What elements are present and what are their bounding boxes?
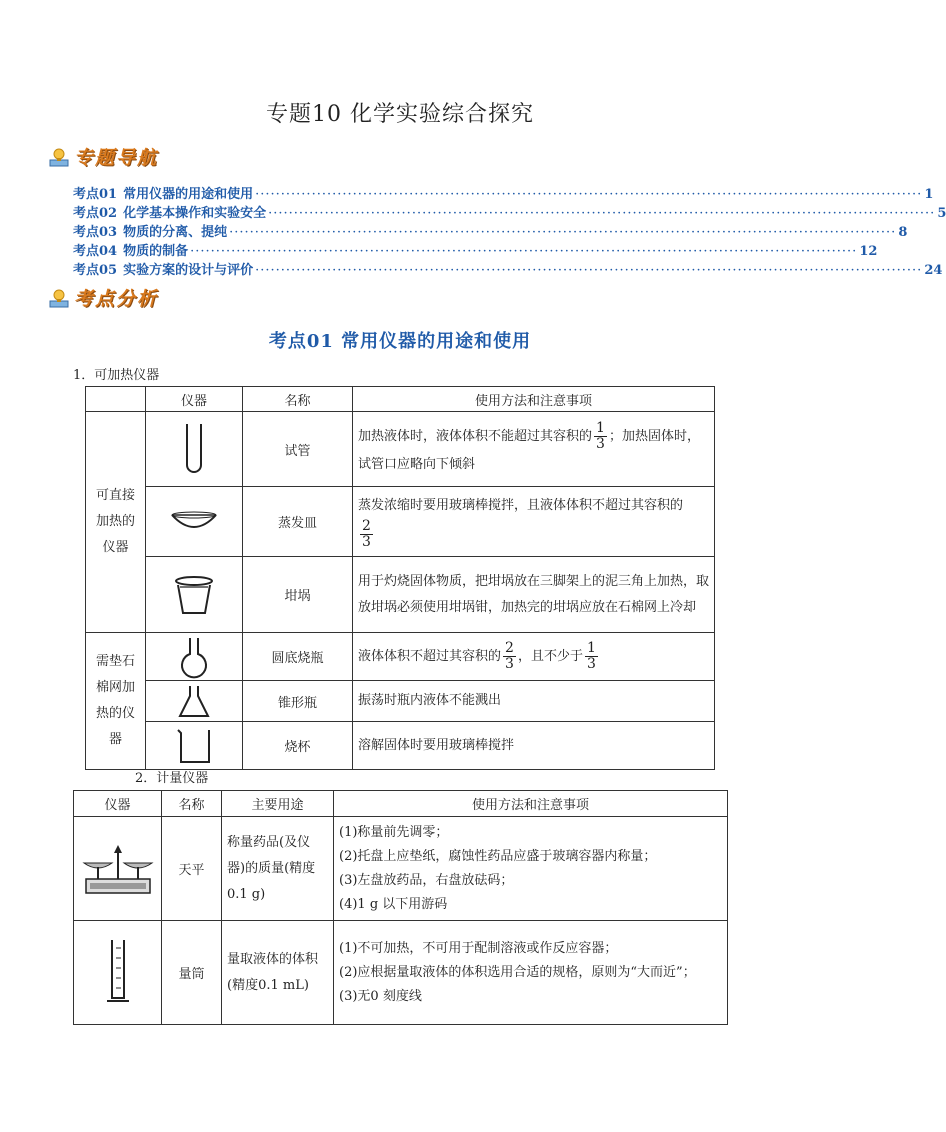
- lightbulb-book-icon: [48, 146, 70, 168]
- analysis-banner-label: 考点分析: [74, 288, 159, 310]
- nav-banner: [48, 143, 158, 170]
- header-name: 名称: [162, 791, 222, 817]
- beaker-image: [146, 722, 243, 770]
- header-name: 名称: [243, 387, 353, 412]
- round-bottom-flask-icon: [176, 636, 212, 678]
- table-row: [86, 557, 715, 633]
- toc-item[interactable]: 考点03 物质的分离、提纯 ·································································································································· 8: [73, 225, 908, 240]
- toc-leader: ··································································································································: [190, 244, 858, 259]
- instrument-name: 天平: [162, 817, 222, 921]
- fraction: $\frac{1}{3}$: [596, 419, 605, 452]
- instrument-name: 圆底烧瓶: [243, 633, 353, 681]
- lightbulb-book-icon: [48, 287, 70, 309]
- toc-item[interactable]: 考点04 物质的制备 ·································································································································· 12: [73, 244, 878, 259]
- table-of-contents: [73, 183, 946, 278]
- instrument-name: 锥形瓶: [243, 681, 353, 722]
- instrument-name: 坩埚: [243, 557, 353, 633]
- group-direct-heat: 可直接加热的仪器: [86, 412, 146, 633]
- instrument-name: 烧杯: [243, 722, 353, 770]
- table-row: [86, 633, 715, 681]
- table-row: [74, 921, 728, 1025]
- toc-item[interactable]: 考点05 实验方案的设计与评价 ·································································································································· 24: [73, 263, 943, 278]
- toc-page: 5: [937, 206, 946, 221]
- conical-flask-image: [146, 681, 243, 722]
- test-tube-icon: [179, 421, 209, 477]
- graduated-cylinder-icon: [103, 938, 133, 1008]
- toc-leader: ··································································································································: [268, 206, 936, 221]
- toc-leader: ··································································································································: [229, 225, 897, 240]
- measuring-instruments-table: [73, 790, 728, 1025]
- table-row: [86, 681, 715, 722]
- crucible-image: [146, 557, 243, 633]
- beaker-icon: [174, 727, 214, 765]
- nav-banner-label: 专题导航: [74, 147, 159, 169]
- balance-image: [74, 817, 162, 921]
- table-row: [86, 412, 715, 487]
- page-title: 专题10 化学实验综合探究: [266, 102, 534, 127]
- header-blank: [86, 387, 146, 412]
- table-row: [74, 817, 728, 921]
- conical-flask-icon: [177, 684, 211, 718]
- toc-page: 24: [924, 263, 943, 278]
- instrument-notes: 加热液体时，液体体积不能超过其容积的 $\frac{1}{3}$ ；加热固体时，试管口应略向下倾斜: [353, 412, 715, 487]
- crucible-icon: [172, 573, 216, 617]
- graduated-cylinder-image: [74, 921, 162, 1025]
- header-use: 主要用途: [222, 791, 334, 817]
- fraction: $\frac{2}{3}$: [362, 518, 371, 550]
- toc-page: 8: [898, 225, 908, 240]
- instrument-use: 称量药品(及仪器)的质量(精度0.1 g): [222, 817, 334, 921]
- evaporating-dish-image: [146, 487, 243, 557]
- toc-item[interactable]: 考点02 化学基本操作和实验安全 ·································································································································· 5: [73, 206, 946, 221]
- toc-item[interactable]: 考点01 常用仪器的用途和使用 ·································································································································· 1: [73, 187, 934, 202]
- header-notes: 使用方法和注意事项: [353, 387, 715, 412]
- instrument-name: 蒸发皿: [243, 487, 353, 557]
- table-header-row: [86, 387, 715, 412]
- fraction: $\frac{1}{3}$: [586, 640, 596, 672]
- instrument-notes: (1)称量前先调零； (2)托盘上应垫纸，腐蚀性药品应盛于玻璃容器内称量； (3)左盘放药品，右盘放砝码； (4)1 g 以下用游码: [334, 817, 728, 921]
- round-flask-image: [146, 633, 243, 681]
- group-asbestos-gauze: 需垫石棉网加热的仪器: [86, 633, 146, 770]
- header-notes: 使用方法和注意事项: [334, 791, 728, 817]
- header-instrument: 仪器: [74, 791, 162, 817]
- balance-scale-icon: [80, 841, 156, 897]
- instrument-notes: 用于灼烧固体物质，把坩埚放在三脚架上的泥三角上加热，取放坩埚必须使用坩埚钳，加热完的坩埚应放在石棉网上冷却: [353, 557, 715, 633]
- instrument-notes: (1)不可加热，不可用于配制溶液或作反应容器； (2)应根据量取液体的体积选用合适的规格，原则为“大而近”； (3)无0 刻度线: [334, 921, 728, 1025]
- toc-leader: ··································································································································: [255, 187, 923, 202]
- toc-page: 1: [924, 187, 934, 202]
- instrument-name: 试管: [243, 412, 353, 487]
- toc-leader: ··································································································································: [255, 263, 923, 278]
- toc-page: 12: [859, 244, 878, 259]
- instrument-use: 量取液体的体积(精度0.1 mL): [222, 921, 334, 1025]
- subheading-measuring: 2．计量仪器: [135, 771, 209, 786]
- test-tube-image: [146, 412, 243, 487]
- section-heading: 考点01 常用仪器的用途和使用: [268, 331, 532, 352]
- table-row: [86, 487, 715, 557]
- instrument-name: 量筒: [162, 921, 222, 1025]
- subheading-heatable: 1．可加热仪器: [73, 368, 160, 383]
- instrument-notes: 振荡时瓶内液体不能溅出: [353, 681, 715, 722]
- instrument-notes: 蒸发浓缩时要用玻璃棒搅拌，且液体体积不超过其容积的 $\frac{2}{3}$: [353, 487, 715, 557]
- evaporating-dish-icon: [169, 509, 219, 535]
- table-header-row: [74, 791, 728, 817]
- instrument-notes: 溶解固体时要用玻璃棒搅拌: [353, 722, 715, 770]
- analysis-banner: [48, 284, 158, 311]
- heatable-instruments-table: [85, 386, 715, 770]
- table-row: [86, 722, 715, 770]
- fraction: $\frac{2}{3}$: [505, 640, 514, 672]
- instrument-notes: 液体体积不超过其容积的 $\frac{2}{3}$ ，且不少于 $\frac{1}{3}$: [353, 633, 715, 681]
- header-instrument: 仪器: [146, 387, 243, 412]
